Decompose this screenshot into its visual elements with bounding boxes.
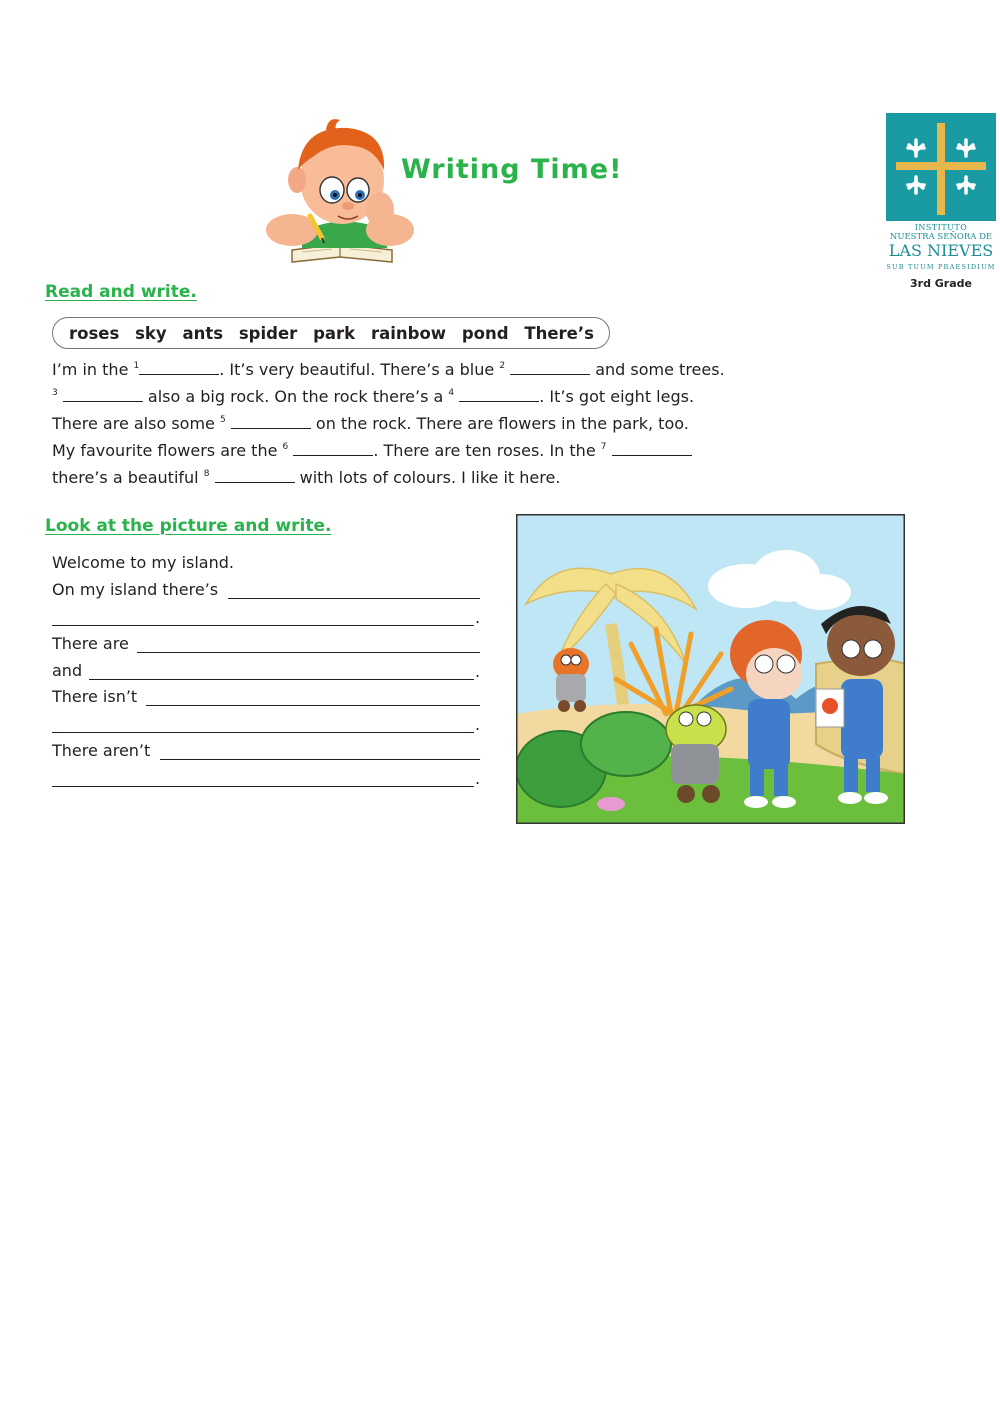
passage-text: also a big rock. On the rock there’s a [142,387,449,406]
passage-text: . There are ten roses. In the [373,441,601,460]
passage-text: My favourite flowers are the [52,441,283,460]
snowflake-cross-icon [886,113,996,221]
blank-gap-5[interactable] [231,415,311,429]
line-period: . [475,608,481,627]
word-bank-item: spider [238,323,298,343]
blank-gap-8[interactable] [215,469,295,483]
writing-line[interactable] [89,679,474,680]
line-period: . [475,715,481,734]
section-heading-read-and-write: Read and write. [45,282,197,302]
section-heading-look-and-write: Look at the picture and write. [45,516,332,536]
writing-line[interactable] [52,732,474,733]
word-bank-item: rainbow [370,323,447,343]
blank-gap-1[interactable] [139,361,219,375]
passage-text: . It’s very beautiful. There’s a blue [219,360,500,379]
blank-gap-7[interactable] [612,442,692,456]
passage-text: There are also some [52,414,220,433]
gap-number: 7 [600,442,607,452]
kid-writing-illustration [262,112,417,267]
gap-number: 2 [499,361,506,371]
passage-text: on the rock. There are flowers in the park, too. [310,414,689,433]
passage-line [52,414,689,434]
logo-text-line4: SUB TUUM PRAESIDIUM [886,263,996,271]
word-bank-item: roses [69,323,120,343]
blank-gap-2[interactable] [510,361,590,375]
passage-text: . It’s got eight legs. [539,387,695,406]
passage-text: I’m in the [52,360,134,379]
word-bank-item: sky [135,323,167,343]
passage-line [52,360,725,380]
writing-line[interactable] [228,598,480,599]
writing-line[interactable] [146,705,480,706]
logo-text-line1: INSTITUTO [914,223,968,232]
gap-number: 4 [448,388,455,398]
prompt-there-isnt: There isn’t [52,687,138,706]
gap-number: 6 [282,442,289,452]
passage-line [52,387,694,407]
passage-line [52,468,560,488]
grade-label: 3rd Grade [910,277,972,290]
island-scene-picture [516,514,905,824]
prompt-welcome: Welcome to my island. [52,553,234,572]
word-bank [52,317,610,349]
writing-line[interactable] [160,759,480,760]
blank-gap-4[interactable] [459,388,539,402]
passage-text: with lots of colours. I like it here. [294,468,561,487]
passage-text: and some trees. [590,360,725,379]
gap-number: 3 [52,388,58,398]
prompt-there-are: There are [52,634,129,653]
logo-text-line3: LAS NIEVES [888,241,994,260]
gap-number: 1 [133,361,140,371]
writing-line[interactable] [137,652,480,653]
gap-number: 8 [203,469,210,479]
passage-line [52,441,692,461]
word-bank-item: ants [182,323,224,343]
school-logo [886,113,996,221]
logo-text-line2: NUESTRA SEÑORA DE [889,232,993,242]
blank-gap-3[interactable] [63,388,143,402]
writing-line[interactable] [52,786,474,787]
prompt-there-arent: There aren’t [52,741,151,760]
page-title: Writing Time! [401,154,623,185]
word-bank-item: There’s [524,323,594,343]
flower-icon [822,698,838,714]
word-bank-item: park [313,323,356,343]
word-bank-item: pond [461,323,509,343]
writing-line[interactable] [52,625,474,626]
ant-icon [597,797,625,811]
passage-text: there’s a beautiful [52,468,204,487]
line-period: . [475,662,481,681]
prompt-and: and [52,661,83,680]
prompt-on-my-island: On my island there’s [52,580,219,599]
line-period: . [475,769,481,788]
gap-number: 5 [219,415,226,425]
blank-gap-6[interactable] [293,442,373,456]
